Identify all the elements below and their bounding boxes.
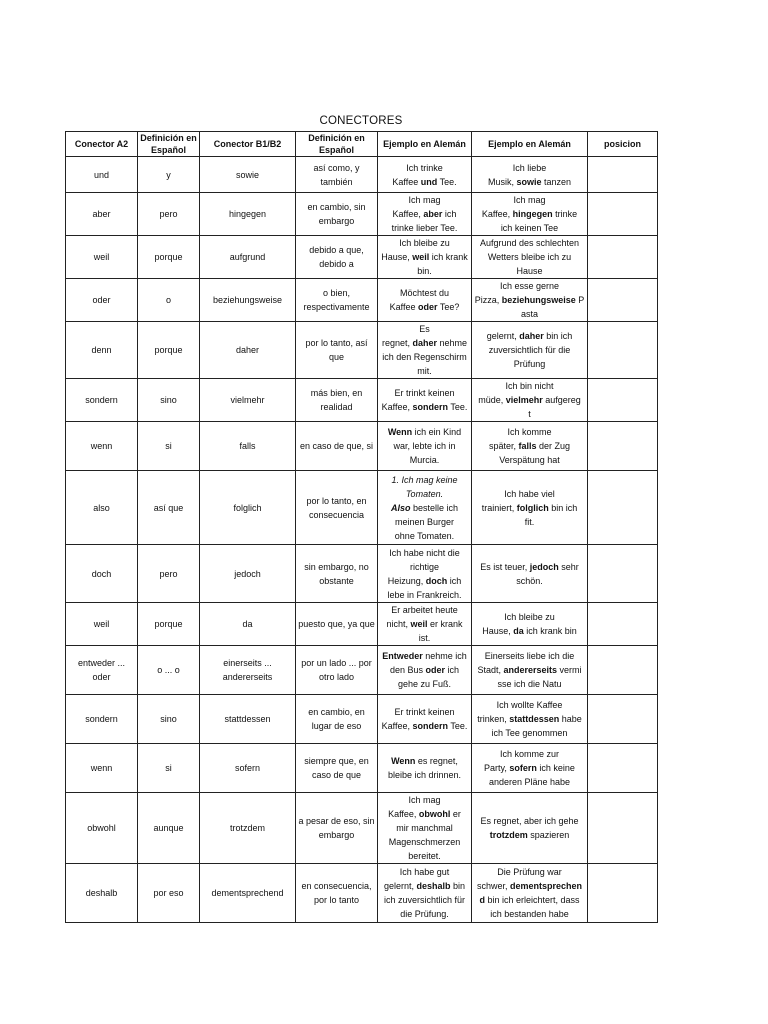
table-row [66, 864, 658, 923]
cell-conector-b1b2: stattdessen [200, 695, 296, 744]
example-text [474, 747, 585, 789]
table-row [66, 744, 658, 793]
cell-ejemplo-2 [472, 793, 588, 864]
cell-definicion-a2: si [138, 744, 200, 793]
example-text [474, 610, 585, 638]
cell-conector-b1b2: trotzdem [200, 793, 296, 864]
example-segment: ich krank bin [523, 626, 577, 636]
cell-definicion-a2: o [138, 279, 200, 322]
example-segment: ich lebe in Frankreich. [387, 575, 462, 600]
example-segment: gelernt, [486, 331, 520, 341]
cell-posicion [588, 236, 658, 279]
table-row [66, 322, 658, 379]
connector-highlight: sondern [412, 721, 448, 731]
connector-highlight: doch [425, 575, 448, 586]
cell-ejemplo-2 [472, 545, 588, 603]
example-segment: Ich habe gut gelernt, [383, 867, 450, 891]
example-segment: bin ich fit. [524, 502, 578, 527]
example-segment: 1. Ich mag keine Tomaten. [391, 474, 458, 499]
example-segment: es regnet, bleibe ich drinnen. [387, 756, 462, 780]
example-segment: Tee. [448, 721, 468, 731]
cell-posicion [588, 793, 658, 864]
table-row [66, 236, 658, 279]
cell-definicion-b1b2: sin embargo, no obstante [296, 545, 378, 603]
cell-conector-b1b2: aufgrund [200, 236, 296, 279]
cell-definicion-a2: aunque [138, 793, 200, 864]
cell-definicion-b1b2: así como, y también [296, 157, 378, 193]
cell-definicion-a2: porque [138, 322, 200, 379]
cell-definicion-b1b2: en consecuencia, por lo tanto [296, 864, 378, 923]
example-text [380, 425, 469, 467]
cell-conector-a2: wenn [66, 744, 138, 793]
cell-definicion-b1b2: en cambio, sin embargo [296, 193, 378, 236]
connector-highlight: obwohl [418, 809, 451, 819]
cell-ejemplo-1 [378, 471, 472, 545]
cell-ejemplo-1 [378, 744, 472, 793]
connector-highlight: sondern [412, 402, 448, 412]
connector-highlight: da [513, 626, 524, 636]
example-text [380, 386, 469, 414]
cell-conector-a2: weil [66, 603, 138, 646]
cell-definicion-b1b2: en caso de que, si [296, 422, 378, 471]
cell-posicion [588, 695, 658, 744]
connector-highlight: weil [410, 619, 428, 629]
table-row [66, 279, 658, 322]
example-text [474, 560, 585, 588]
example-text [474, 865, 585, 921]
cell-ejemplo-1 [378, 236, 472, 279]
example-segment: trinke ich keinen Tee [500, 209, 578, 233]
connector-highlight: sofern [509, 763, 537, 773]
header-ejemplo-1: Ejemplo en Alemán [378, 132, 472, 157]
cell-ejemplo-2 [472, 603, 588, 646]
example-segment: Tee? [437, 302, 460, 312]
example-segment: tanzen [541, 176, 572, 187]
cell-definicion-a2: sino [138, 379, 200, 422]
example-segment: er krank ist. [418, 619, 463, 643]
connector-highlight: folglich [516, 502, 549, 513]
cell-conector-a2: doch [66, 545, 138, 603]
header-conector-b1b2: Conector B1/B2 [200, 132, 296, 157]
cell-posicion [588, 193, 658, 236]
example-segment: Ich bleibe zu Hause, [482, 612, 555, 636]
connector-highlight: aber [423, 209, 443, 219]
cell-definicion-a2: así que [138, 471, 200, 545]
cell-conector-b1b2: daher [200, 322, 296, 379]
cell-definicion-b1b2: debido a que, debido a [296, 236, 378, 279]
cell-ejemplo-2 [472, 646, 588, 695]
example-text [380, 649, 469, 691]
example-text [380, 705, 469, 733]
cell-definicion-a2: pero [138, 193, 200, 236]
connector-highlight: und [420, 176, 438, 187]
cell-ejemplo-2 [472, 279, 588, 322]
cell-conector-a2: oder [66, 279, 138, 322]
cell-posicion [588, 744, 658, 793]
connector-highlight: trotzdem [489, 830, 528, 840]
example-segment: Ich komme später, [488, 427, 552, 451]
cell-definicion-a2: porque [138, 236, 200, 279]
connector-highlight: Also [390, 502, 411, 513]
example-text [474, 649, 585, 691]
example-text [380, 322, 469, 378]
example-segment: spazieren [527, 830, 570, 840]
cell-definicion-b1b2: por lo tanto, en consecuencia [296, 471, 378, 545]
cell-ejemplo-1 [378, 193, 472, 236]
example-text [474, 698, 585, 740]
cell-conector-b1b2: vielmehr [200, 379, 296, 422]
connector-highlight: Wenn [387, 427, 413, 437]
cell-ejemplo-1 [378, 695, 472, 744]
example-segment: Ich mag Kaffee, [481, 195, 546, 219]
cell-conector-a2: denn [66, 322, 138, 379]
example-segment: der Zug Verspätung hat [499, 441, 571, 465]
cell-conector-a2: deshalb [66, 864, 138, 923]
example-segment: nehme ich den Bus [389, 651, 467, 675]
example-segment: ich gehe zu Fuß. [397, 665, 460, 689]
example-text [474, 161, 585, 189]
cell-posicion [588, 279, 658, 322]
connector-highlight: falls [518, 441, 537, 451]
cell-posicion [588, 379, 658, 422]
header-definicion-b1b2: Definición en Español [296, 132, 378, 157]
cell-posicion [588, 545, 658, 603]
example-segment: Die Prüfung war schwer, [476, 867, 562, 891]
cell-ejemplo-1 [378, 157, 472, 193]
example-segment: Ich bin nicht müde, [478, 381, 554, 405]
example-text [474, 279, 585, 321]
cell-ejemplo-2 [472, 193, 588, 236]
example-segment: Tee. [437, 176, 457, 187]
example-text [380, 286, 469, 314]
cell-posicion [588, 322, 658, 379]
cell-conector-a2: also [66, 471, 138, 545]
cell-conector-b1b2: beziehungsweise [200, 279, 296, 322]
cell-conector-b1b2: hingegen [200, 193, 296, 236]
cell-ejemplo-2 [472, 322, 588, 379]
example-text [474, 329, 585, 371]
cell-conector-b1b2: sofern [200, 744, 296, 793]
cell-ejemplo-2 [472, 157, 588, 193]
cell-conector-b1b2: sowie [200, 157, 296, 193]
example-text [380, 161, 469, 189]
cell-definicion-a2: sino [138, 695, 200, 744]
connector-highlight: oder [417, 302, 438, 312]
example-segment: Er trinkt keinen Kaffee, [381, 388, 455, 412]
example-segment: ich ein Kind war, lebte ich in Murcia. [393, 427, 462, 465]
example-segment: bin ich zuversichtlich für die Prüfung. [383, 881, 466, 919]
example-segment: Möchtest du Kaffee [389, 288, 450, 312]
example-segment: Er arbeitet heute nicht, [386, 605, 458, 629]
cell-definicion-b1b2: más bien, en realidad [296, 379, 378, 422]
example-segment: vermi sse ich die Natu [497, 665, 582, 689]
cell-ejemplo-2 [472, 422, 588, 471]
connector-highlight: oder [425, 665, 446, 675]
example-segment: ich trinke lieber Tee. [391, 209, 458, 233]
cell-ejemplo-2 [472, 471, 588, 545]
cell-definicion-a2: por eso [138, 864, 200, 923]
cell-conector-a2: sondern [66, 379, 138, 422]
cell-ejemplo-1 [378, 603, 472, 646]
example-segment: aufgereg t [528, 395, 581, 419]
example-segment: Ich mag Kaffee, [388, 795, 441, 819]
header-posicion: posicion [588, 132, 658, 157]
cell-posicion [588, 603, 658, 646]
connector-highlight: Entweder [382, 651, 423, 661]
cell-conector-a2: obwohl [66, 793, 138, 864]
cell-conector-a2: und [66, 157, 138, 193]
example-text [474, 193, 585, 235]
connector-highlight: hingegen [512, 209, 553, 219]
cell-conector-a2: wenn [66, 422, 138, 471]
table-row [66, 545, 658, 603]
example-segment: Aufgrund des schlechten Wetters bleibe ich zu Hause [479, 238, 580, 276]
example-segment: bestelle ich meinen Burger ohne Tomaten. [394, 502, 459, 541]
table-row [66, 379, 658, 422]
cell-definicion-b1b2: por lo tanto, así que [296, 322, 378, 379]
cell-conector-b1b2: jedoch [200, 545, 296, 603]
example-text [474, 379, 585, 421]
cell-posicion [588, 646, 658, 695]
cell-definicion-b1b2: a pesar de eso, sin embargo [296, 793, 378, 864]
connector-highlight: dementsprechen d [479, 881, 583, 905]
table-row [66, 603, 658, 646]
header-conector-a2: Conector A2 [66, 132, 138, 157]
example-segment: Ich bleibe zu Hause, [381, 238, 450, 262]
connector-highlight: deshalb [416, 881, 451, 891]
example-segment: er mir manchmal Magenschmerzen bereitet. [388, 809, 461, 861]
connector-highlight: vielmehr [505, 395, 543, 405]
connector-highlight: andererseits [503, 665, 558, 675]
cell-ejemplo-1 [378, 793, 472, 864]
example-segment: Ich habe nicht die richtige Heizung, [387, 547, 460, 586]
example-segment: Ich wollte Kaffee trinken, [477, 700, 563, 724]
example-segment: Ich komme zur Party, [484, 749, 559, 773]
cell-ejemplo-1 [378, 864, 472, 923]
example-segment: bin ich zuversichtlich für die Prüfung [488, 331, 573, 369]
example-segment: Es regnet, aber ich gehe [480, 816, 579, 826]
cell-ejemplo-2 [472, 379, 588, 422]
table-row [66, 793, 658, 864]
example-text [380, 754, 469, 782]
connector-highlight: Wenn [391, 756, 416, 766]
cell-ejemplo-1 [378, 322, 472, 379]
cell-conector-a2: weil [66, 236, 138, 279]
example-segment: sehr schön. [516, 561, 579, 586]
connector-highlight: daher [519, 331, 544, 341]
cell-conector-b1b2: falls [200, 422, 296, 471]
connector-highlight: daher [412, 338, 437, 348]
example-segment: habe ich Tee genommen [491, 714, 582, 738]
cell-conector-a2: aber [66, 193, 138, 236]
example-text [474, 814, 585, 842]
example-text [380, 865, 469, 921]
cell-definicion-b1b2: siempre que, en caso de que [296, 744, 378, 793]
example-text [380, 473, 469, 543]
cell-posicion [588, 157, 658, 193]
header-definicion-a2: Definición en Español [138, 132, 200, 157]
example-segment: Er trinkt keinen Kaffee, [381, 707, 455, 731]
example-segment: Es regnet, [381, 324, 430, 348]
table-row [66, 157, 658, 193]
example-text [474, 487, 585, 529]
cell-definicion-a2: porque [138, 603, 200, 646]
example-segment: P asta [520, 295, 585, 319]
cell-posicion [588, 864, 658, 923]
cell-ejemplo-1 [378, 379, 472, 422]
table-header-row [66, 132, 658, 157]
connector-highlight: stattdessen [509, 714, 560, 724]
table-row [66, 193, 658, 236]
cell-ejemplo-1 [378, 279, 472, 322]
cell-definicion-a2: pero [138, 545, 200, 603]
connectors-table [65, 131, 658, 923]
cell-definicion-b1b2: por un lado ... por otro lado [296, 646, 378, 695]
cell-posicion [588, 471, 658, 545]
cell-conector-b1b2: einerseits ... andererseits [200, 646, 296, 695]
example-text [380, 236, 469, 278]
cell-definicion-a2: y [138, 157, 200, 193]
table-row [66, 695, 658, 744]
connector-highlight: jedoch [529, 561, 559, 572]
example-segment: bin ich erleichtert, dass ich bestanden habe [487, 895, 580, 919]
header-ejemplo-2: Ejemplo en Alemán [472, 132, 588, 157]
cell-definicion-a2: o ... o [138, 646, 200, 695]
cell-ejemplo-1 [378, 545, 472, 603]
table-row [66, 646, 658, 695]
cell-ejemplo-2 [472, 236, 588, 279]
page-title: CONECTORES [319, 115, 403, 127]
example-segment: nehme ich den Regenschirm mit. [382, 338, 468, 376]
cell-conector-b1b2: folglich [200, 471, 296, 545]
example-segment: ich krank bin. [417, 252, 468, 276]
example-text [380, 546, 469, 602]
example-segment: Ich habe viel trainiert, [481, 488, 555, 513]
cell-definicion-b1b2: puesto que, ya que [296, 603, 378, 646]
cell-definicion-b1b2: en cambio, en lugar de eso [296, 695, 378, 744]
cell-conector-b1b2: da [200, 603, 296, 646]
example-text [380, 193, 469, 235]
table-row [66, 471, 658, 545]
cell-ejemplo-2 [472, 744, 588, 793]
example-text [380, 793, 469, 863]
cell-ejemplo-1 [378, 422, 472, 471]
example-text [380, 603, 469, 645]
table-row [66, 422, 658, 471]
example-segment: Einerseits liebe ich die Stadt, [477, 651, 575, 675]
cell-conector-a2: entweder ... oder [66, 646, 138, 695]
connector-highlight: weil [412, 252, 430, 262]
cell-ejemplo-2 [472, 864, 588, 923]
cell-ejemplo-1 [378, 646, 472, 695]
example-segment: Ich trinke Kaffee [392, 162, 443, 187]
example-segment: Es ist teuer, [480, 561, 530, 572]
example-segment: Ich mag Kaffee, [392, 195, 441, 219]
cell-conector-b1b2: dementsprechend [200, 864, 296, 923]
example-segment: ich keine anderen Pläne habe [488, 763, 575, 787]
connector-highlight: sowie [516, 176, 542, 187]
cell-posicion [588, 422, 658, 471]
cell-definicion-b1b2: o bien, respectivamente [296, 279, 378, 322]
cell-conector-a2: sondern [66, 695, 138, 744]
example-text [474, 236, 585, 278]
cell-definicion-a2: si [138, 422, 200, 471]
example-segment: Ich esse gerne Pizza, [474, 281, 560, 305]
connector-highlight: beziehungsweise [501, 295, 576, 305]
example-text [474, 425, 585, 467]
example-segment: Tee. [448, 402, 468, 412]
cell-ejemplo-2 [472, 695, 588, 744]
example-segment: Ich liebe Musik, [487, 162, 547, 187]
